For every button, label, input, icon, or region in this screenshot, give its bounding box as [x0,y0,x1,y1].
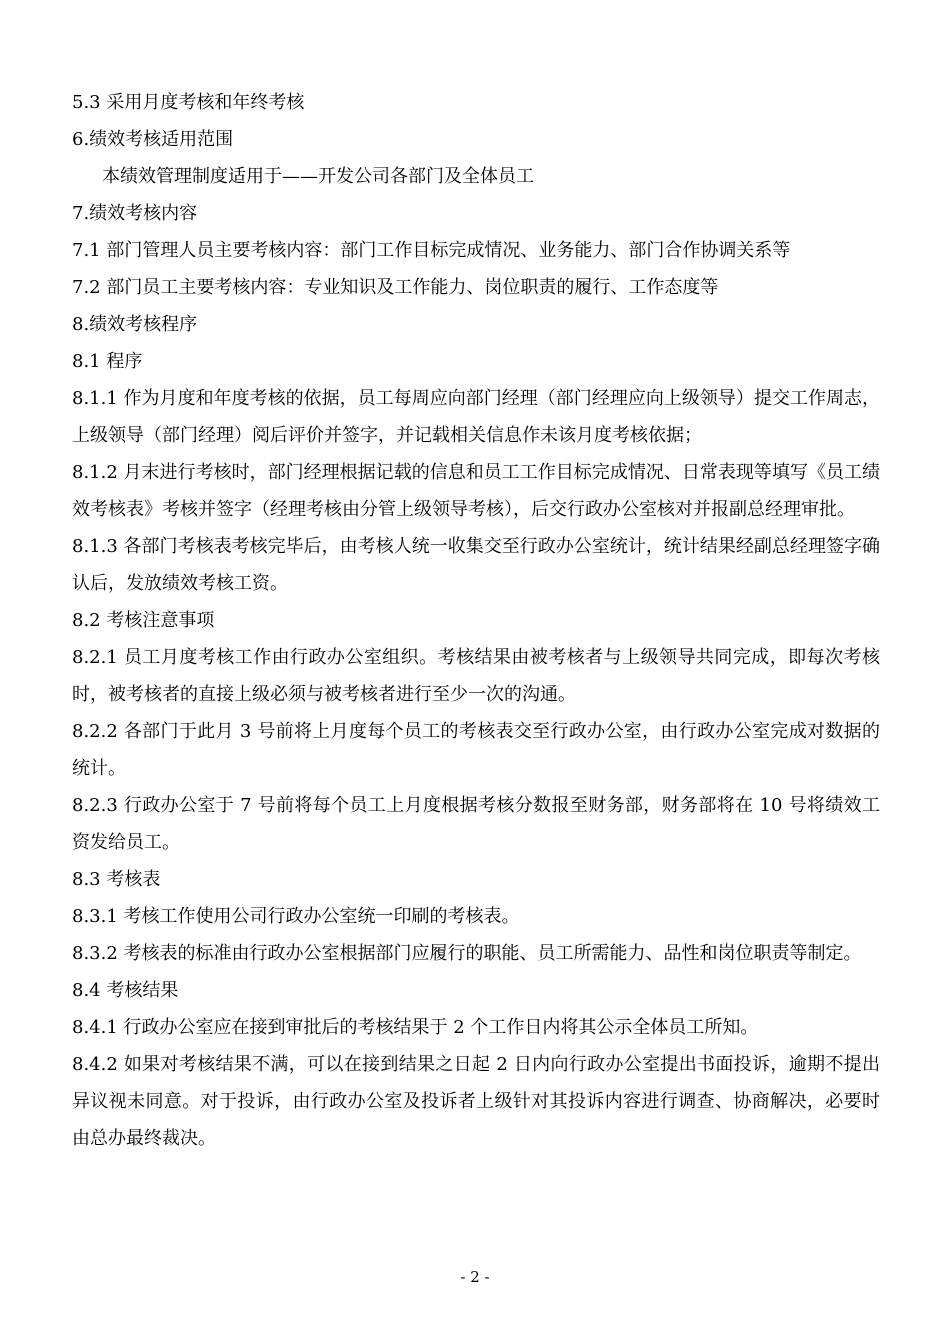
paragraph: 7.1 部门管理人员主要考核内容：部门工作目标完成情况、业务能力、部门合作协调关系等 [72,240,791,261]
paragraph: 8.2.3 行政办公室于 7 号前将每个员工上月度根据考核分数报至财务部，财务部将在 10 号将绩效工资发给员工。 [72,795,880,853]
page-number: - 2 - [460,1268,490,1286]
section-heading: 6.绩效考核适用范围 [72,129,234,150]
paragraph: 本绩效管理制度适用于——开发公司各部门及全体员工 [102,166,534,187]
section-heading: 8.3 考核表 [72,869,161,890]
paragraph: 7.2 部门员工主要考核内容：专业知识及工作能力、岗位职责的履行、工作态度等 [72,277,719,298]
paragraph: 8.1.3 各部门考核表考核完毕后，由考核人统一收集交至行政办公室统计，统计结果经副总经理签字确认后，发放绩效考核工资。 [72,536,880,594]
section-heading: 8.4 考核结果 [72,980,179,1001]
section-heading: 8.绩效考核程序 [72,314,198,335]
section-heading: 7.绩效考核内容 [72,203,198,224]
paragraph: 8.3.2 考核表的标准由行政办公室根据部门应履行的职能、员工所需能力、品性和岗位职责等制定。 [72,943,862,964]
document-body [72,84,880,1157]
paragraph: 8.2.1 员工月度考核工作由行政办公室组织。考核结果由被考核者与上级领导共同完成，即每次考核时，被考核者的直接上级必须与被考核者进行至少一次的沟通。 [72,647,880,705]
section-heading: 5.3 采用月度考核和年终考核 [72,92,305,113]
paragraph: 8.2.2 各部门于此月 3 号前将上月度每个员工的考核表交至行政办公室，由行政办公室完成对数据的统计。 [72,721,880,779]
paragraph: 8.4.2 如果对考核结果不满，可以在接到结果之日起 2 日内向行政办公室提出书面投诉，逾期不提出异议视未同意。对于投诉，由行政办公室及投诉者上级针对其投诉内容进行调查、协商解决，必要时由总办最终裁决。 [72,1054,880,1149]
paragraph: 8.1.1 作为月度和年度考核的依据，员工每周应向部门经理（部门经理应向上级领导）提交工作周志，上级领导（部门经理）阅后评价并签字，并记载相关信息作未该月度考核依据； [72,388,880,446]
paragraph: 8.1.2 月末进行考核时，部门经理根据记载的信息和员工工作目标完成情况、日常表现等填写《员工绩效考核表》考核并签字（经理考核由分管上级领导考核），后交行政办公室核对并报副总经理审批。 [72,462,880,520]
section-heading: 8.1 程序 [72,351,143,372]
paragraph: 8.4.1 行政办公室应在接到审批后的考核结果于 2 个工作日内将其公示全体员工所知。 [72,1017,759,1038]
paragraph: 8.3.1 考核工作使用公司行政办公室统一印刷的考核表。 [72,906,520,927]
section-heading: 8.2 考核注意事项 [72,610,215,631]
